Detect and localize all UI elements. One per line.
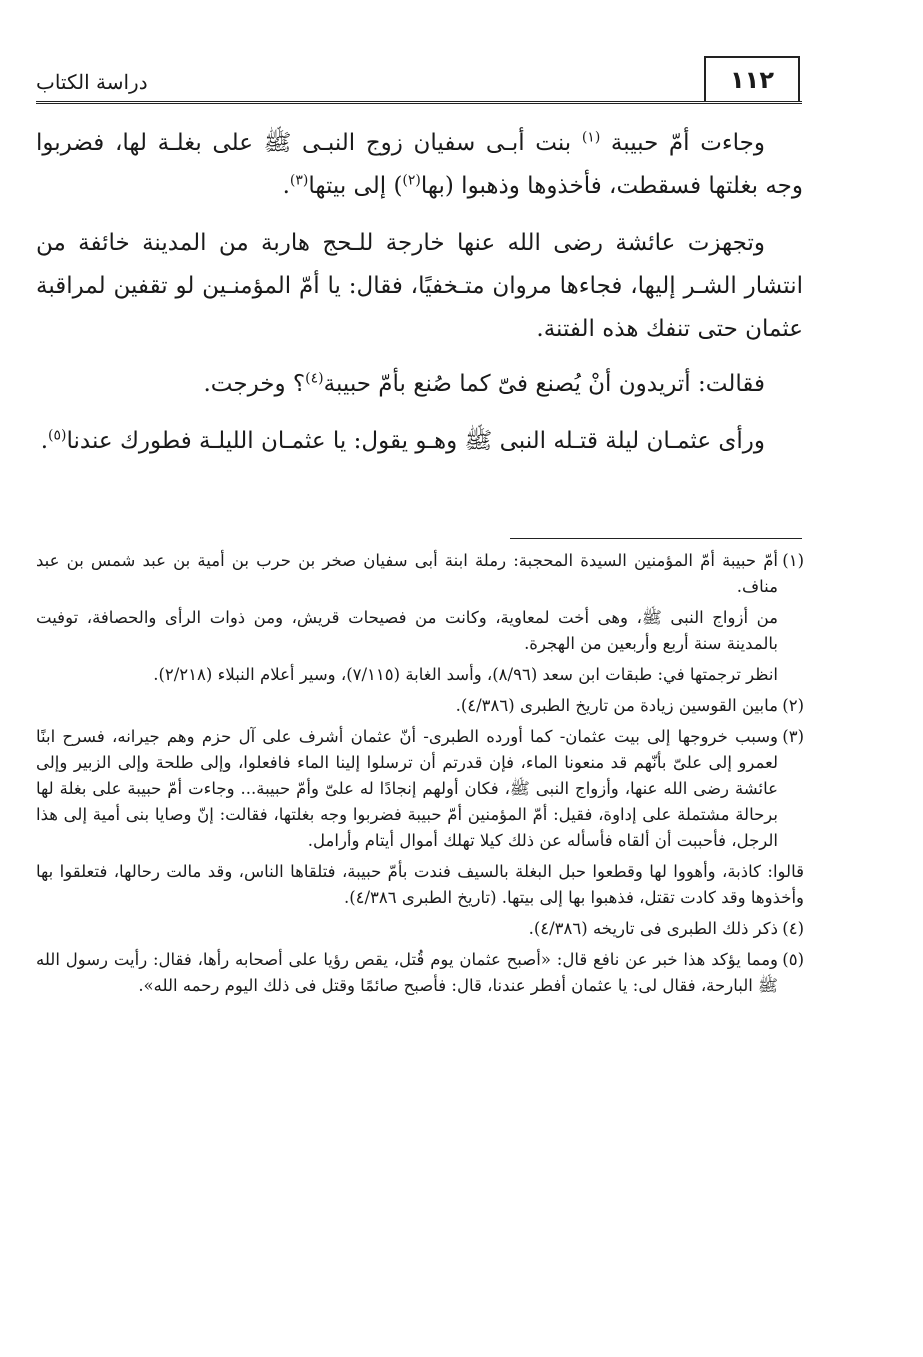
footnote-1-continuation-1: من أزواج النبى ﷺ، وهى أخت لمعاوية، وكانت من فصيحات قريش، ومن ذوات الرأى والحصافة، توفيت بالمدينة سنة أربع وأربعين من الهجرة. [36, 608, 778, 653]
footnote-3 [36, 724, 804, 854]
footnote-number: (٥) [782, 950, 804, 969]
footnote-text: وسبب خروجها إلى بيت عثمان- كما أورده الطبرى- أنّ عثمان أشرف على آل حزم وهم جيرانه، فسرح ابنًا لعمرو إلى علىّ بأنّهم قد منعونا الماء، فإن قدرتم أن ترسلوا إلينا الماء فافعلوا، وإلى طلحة وإلى الزبير وإلى عائشة رضى الله عنها، وأزواج النبى ﷺ، فكان أولهم إنجادًا له علىّ وأمّ حبيبة... وجاءت أمّ حبيبة على بغلة لها برحالة مشتملة على إداوة، فقيل: أمّ المؤمنين أمّ حبيبة فضربوا وجه بغلتها، فقالت: إنّ وصايا بنى أمية إلى هذا الرجل، فأحببت أن ألقاه فأسأله عن ذلك كيلا تهلك أموال أيتام وأرامل. [36, 727, 778, 850]
paragraph-4 [36, 420, 803, 463]
ref-4: (٤) [305, 370, 324, 387]
footnotes [36, 548, 804, 1004]
footnote-3-continuation: قالوا: كاذبة، وأهووا لها وقطعوا حبل البغلة بالسيف فندت بأمّ حبيبة، فتلقاها الناس، وقد مالت رحالها، فتعلقوا بها وأخذوها وقد كادت تقتل، فذهبوا بها إلى بيتها. (تاريخ الطبرى ٤/٣٨٦). [36, 862, 804, 907]
page-header [36, 56, 800, 102]
footnote-4 [36, 916, 804, 942]
p3-after: ؟ وخرجت. [203, 371, 306, 397]
paragraph-2: وتجهزت عائشة رضى الله عنها خارجة للـحج هاربة من المدينة خائفة من انتشار الشـر إليها، فجاءها مروان متـخفيًا، فقال: يا أمّ المؤمنـين لو تقفين لمراقبة عثمان حتى تنفك هذه الفتنة. [36, 230, 803, 342]
paragraph-1 [36, 122, 803, 208]
p1-after: . [282, 173, 290, 199]
footnote-5 [36, 947, 804, 999]
footnote-text: ذكر ذلك الطبرى فى تاريخه (٤/٣٨٦). [528, 919, 778, 938]
footnote-number: (١) [782, 551, 805, 570]
main-text [36, 122, 803, 471]
ref-1: (١) [581, 129, 601, 146]
footnote-separator [510, 538, 802, 539]
footnote-number: (٣) [782, 727, 804, 746]
footnote-1-continuation-2: انظر ترجمتها في: طبقات ابن سعد (٨/٩٦)، وأسد الغابة (٧/١١٥)، وسير أعلام النبلاء (٢/٢١٨). [153, 665, 778, 684]
footnote-2 [36, 693, 804, 719]
footnote-number: (٢) [782, 696, 804, 715]
header-rule [36, 101, 802, 107]
page-number: ١١٢ [704, 56, 800, 102]
paragraph-3 [36, 363, 803, 406]
ref-5: (٥) [48, 427, 67, 444]
footnote-text: أمّ حبيبة أمّ المؤمنين السيدة المحجبة: رملة ابنة أبى سفيان صخر بن حرب بن أمية بن عبد شمس بن عبد مناف. [36, 551, 779, 596]
p4-before: ورأى عثمـان ليلة قتـله النبى ﷺ وهـو يقول: يا عثمـان الليلـة فطورك عندنا [66, 428, 765, 454]
p1-before: وجاءت أمّ حبيبة [600, 130, 765, 156]
ref-3: (٣) [289, 172, 309, 189]
ref-2: (٢) [402, 172, 421, 189]
running-title: دراسة الكتاب [36, 70, 148, 94]
footnote-1 [36, 548, 804, 600]
footnote-text: مابين القوسين زيادة من تاريخ الطبرى (٤/٣٨٦). [455, 696, 778, 715]
footnote-text: ومما يؤكد هذا خبر عن نافع قال: «أصبح عثمان يوم قُتل، يقص رؤيا على أصحابه رأها، فقال: رأيت رسول الله ﷺ البارحة، فقال لى: يا عثمان أفطر عندنا، قال: فأصبح صائمًا وقتل فى ذلك اليوم رحمه الله». [36, 950, 778, 995]
p1-mid1: بنت أبـى سفيان زوج النبـى ﷺ على بغلـة لها، فضربوا وجه بغلتها فسقطت، فأخذوها وذهبوا (بها [36, 130, 803, 199]
footnote-number: (٤) [782, 919, 804, 938]
p4-after: . [40, 428, 49, 454]
p3-before: فقالت: أتريدون أنْ يُصنع فىّ كما صُنع بأمّ حبيبة [323, 371, 765, 397]
p1-mid2: ) إلى بيتها [308, 173, 403, 199]
